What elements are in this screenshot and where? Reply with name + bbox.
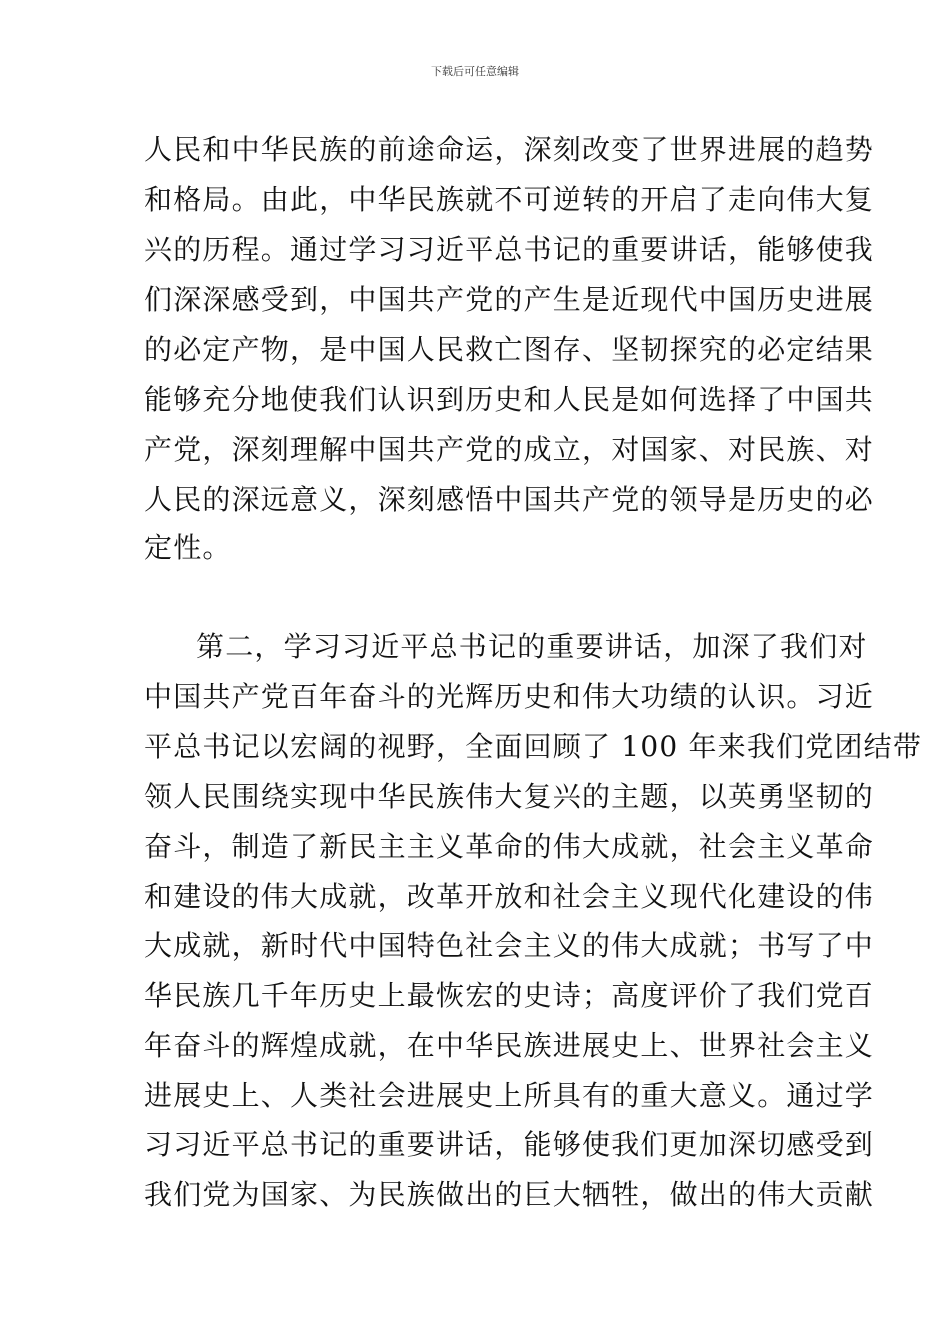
paragraph-line: 平总书记以宏阔的视野，全面回顾了 100 年来我们党团结带 <box>144 730 923 763</box>
paragraph-line: 中国共产党百年奋斗的光辉历史和伟大功绩的认识。习近 <box>144 680 875 713</box>
paragraph-line: 能够充分地使我们认识到历史和人民是如何选择了中国共 <box>144 383 875 416</box>
paragraph-line: 和建设的伟大成就，改革开放和社会主义现代化建设的伟 <box>144 880 875 913</box>
paragraph-line: 进展史上、人类社会进展史上所具有的重大意义。通过学 <box>144 1079 875 1112</box>
paragraph-line: 产党，深刻理解中国共产党的成立，对国家、对民族、对 <box>144 433 875 466</box>
paragraph-line: 兴的历程。通过学习习近平总书记的重要讲话，能够使我 <box>144 233 875 266</box>
paragraph-line: 领人民围绕实现中华民族伟大复兴的主题，以英勇坚韧的 <box>144 780 875 813</box>
paragraph-line: 人民和中华民族的前途命运，深刻改变了世界进展的趋势 <box>144 133 875 166</box>
paragraph-line: 年奋斗的辉煌成就，在中华民族进展史上、世界社会主义 <box>144 1029 875 1062</box>
paragraph-line: 第二，学习习近平总书记的重要讲话，加深了我们对 <box>196 630 868 663</box>
paragraph-line: 和格局。由此，中华民族就不可逆转的开启了走向伟大复 <box>144 183 875 216</box>
paragraph-line: 奋斗，制造了新民主主义革命的伟大成就，社会主义革命 <box>144 830 875 863</box>
paragraph-line: 华民族几千年历史上最恢宏的史诗；高度评价了我们党百 <box>144 979 875 1012</box>
header-note: 下载后可任意编辑 <box>431 65 519 78</box>
paragraph-line: 们深深感受到，中国共产党的产生是近现代中国历史进展 <box>144 283 875 316</box>
paragraph-line: 大成就，新时代中国特色社会主义的伟大成就；书写了中 <box>144 929 875 962</box>
paragraph-line: 习习近平总书记的重要讲话，能够使我们更加深切感受到 <box>144 1128 875 1161</box>
paragraph-line: 我们党为国家、为民族做出的巨大牺牲，做出的伟大贡献 <box>144 1178 875 1211</box>
paragraph-line: 人民的深远意义，深刻感悟中国共产党的领导是历史的必 <box>144 483 875 516</box>
paragraph-line: 的必定产物，是中国人民救亡图存、坚韧探究的必定结果 <box>144 333 875 366</box>
paragraph-line: 定性。 <box>144 531 232 564</box>
